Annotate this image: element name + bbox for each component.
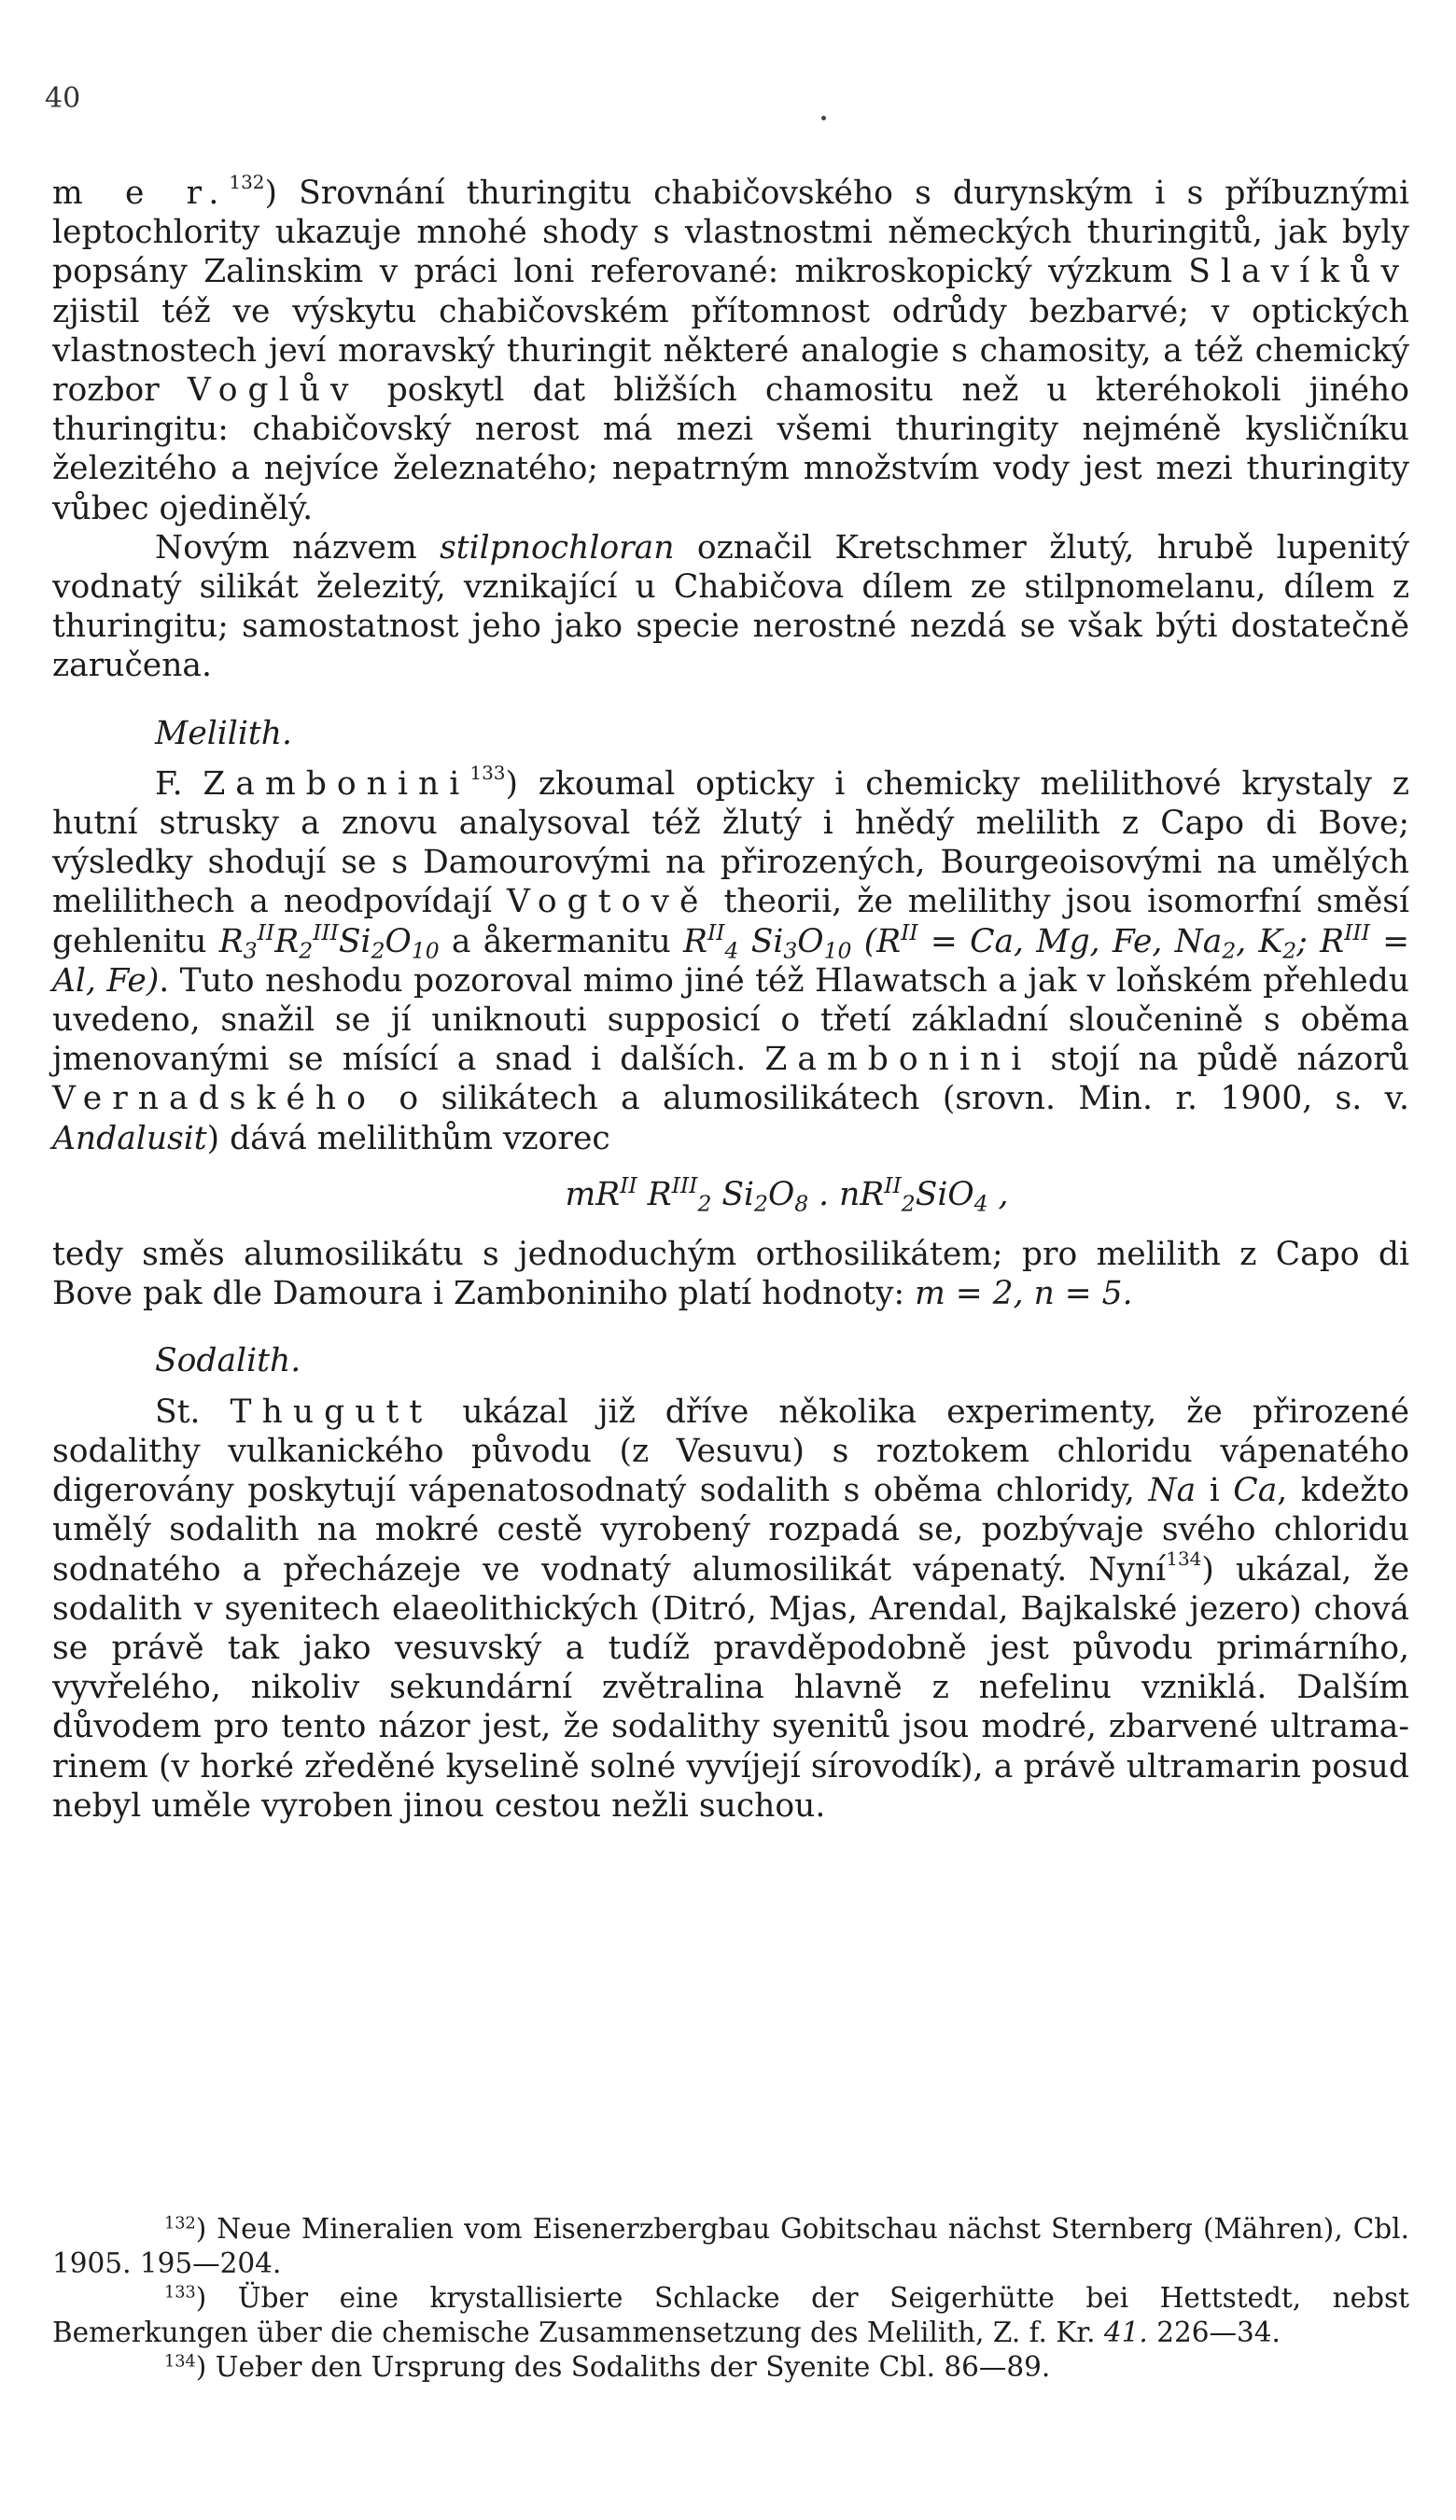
footnote-133: $^{133}$) Über eine krystallisierte Schlacke der Seigerhütte bei Hettstedt, nebst Bemerkungen über die chemische Zusammensetzung des Melilith, Z. f. Kr. 41. 226—34. [52,2282,1409,2348]
paragraph-stilpnochloran: Novým názvem stilpnochloran označil Kretschmer žlutý, hrubě lupenitý vodnatý silikát železitý, vznikající u Chabičova dílem ze stilpnomelanu, dílem z thuringitu; samostatnost jeho jako specie nerostné nezdá se však býti dostatečně zaručena. [52,528,1409,685]
footnotes [52,2212,1409,2385]
section-heading-melilith: Melilith. [155,714,292,752]
paragraph-thuringite: m e r.$^{132}$) Srovnání thuringitu chabičovského s durynským i s příbuznými leptochlority ukazuje mnohé shody s vlastnostmi německých thuringitů, jak byly popsány Zalinskim v práci loni referované: mikroskopický výzkum Slavíkův zjistil též ve výskytu chabičovském přítomnost odrůdy bezbarvé; v optických vlastnostech jeví moravský thuringit některé analogie s chamosity, a též chemický rozbor Voglův poskytl dat bližších chamositu než u kteréhokoli jiného thuringitu: chabičovský nerost má mezi všemi thuringity nejméně kysličníku železitého a nejvíce železnatého; nepatrným množstvím vody jest mezi thuringity vůbec ojedinělý. [52,171,1409,527]
footnote-134: $^{134}$) Ueber den Ursprung des Sodaliths der Syenite Cbl. 86—89. [164,2351,1051,2383]
paragraph-sodalith: St. Thugutt ukázal již dříve několika experimenty, že přirozené sodalithy vulkanického původu (z Vesuvu) s roztokem chloridu vápenatého digerovány poskytují vápenatosodnatý sodalith s oběma chloridy, Na i Ca, kdežto umělý sodalith na mokré cestě vyrobený rozpadá se, pozbývaje svého chloridu sodnatého a přecházeje ve vodnatý alumosilikát vápenatý. Nyní$^{134}$) ukázal, že sodalith v syenitech elaeolithických (Ditró, Mjas, Arendal, Bajkalské jezero) chová se právě tak jako vesuvský a tudíž pravděpodobně jest původu primárního, vyvřelého, nikoliv sekundární zvětralina hlavně z nefelinu vzniklá. Dalším důvodem pro tento názor jest, že sodalithy syenitů jsou modré, zbarvené ultramarinem (v horké zředěné kyselině solné vyvíjejí sírovodík), a právě ultramarin posud nebyl uměle vyroben jinou cestou nežli suchou. [52,1393,1410,1825]
formula-melilith: $mR^{II}$ $R^{III}_2$ $Si_2O_8$ . $nR^{II}_2SiO_4$ , [565,1171,1009,1217]
footnote-ref-133: 133 [469,761,506,784]
footnote-132: $^{132}$) Neue Mineralien vom Eisenerzbergbau Gobitschau nächst Sternberg (Mähren), Cbl. 1905. 195—204. [52,2213,1409,2279]
formula-akermanite: $R^{II}_4$ $Si_3O_{10}$ [682,918,852,964]
formula-definitions: ($R^{II} = Ca$, Mg, Fe, $Na_2$, $K_2$; $R^{III} = Al$, Fe) [52,918,1410,1000]
body-text [52,171,1410,1826]
footnote-ref-132: 132 [229,171,265,193]
paragraph-melilith: F. Zambonini$^{133}$) zkoumal opticky i chemicky melilithové krystaly z hutní strusky a znovu analysoval též žlutý i hnědý melilith z Capo di Bove; výsledky shodují se s Damourovými na přirozených, Bourgeoisovými na umělých melilithech a neodpovídají Vogtově theorii, že melilithy jsou isomorfní směsí gehlenitu $R_3^{II}R_2^{III}Si_2O_{10}$ a åkermanitu $R^{II}_4$ $Si_3O_{10}$ ($R^{II} = Ca$, Mg, Fe, $Na_2$, $K_2$; $R^{III} = Al$, Fe). Tuto neshodu pozoroval mimo jiné též Hlawatsch a jak v loňském přehledu uvedeno, snažil se jí uniknouti supposicí o třetí základní sloučenině s oběma jmenovanými se mísící a snad i dalších. Zambonini stojí na půdě názorů Vernadského o silikátech a alumosilikátech (srovn. Min. r. 1900, s. v. Andalusit) dává melilithům vzorec [52,761,1410,1157]
formula-gehlenite: $R_3^{II}R_2^{III}Si_2O_{10}$ [218,918,440,964]
footnote-ref-134: 134 [1166,1547,1202,1570]
page-number: 40 [45,82,81,115]
speck-mark [821,116,826,120]
paragraph-melilith-values: tedy směs alumosilikátu s jednoduchým orthosilikátem; pro melilith z Capo di Bove pak dle Damoura i Zamboniniho platí hodnoty: m = 2, n = 5. [52,1236,1409,1313]
section-heading-sodalith: Sodalith. [155,1342,301,1380]
